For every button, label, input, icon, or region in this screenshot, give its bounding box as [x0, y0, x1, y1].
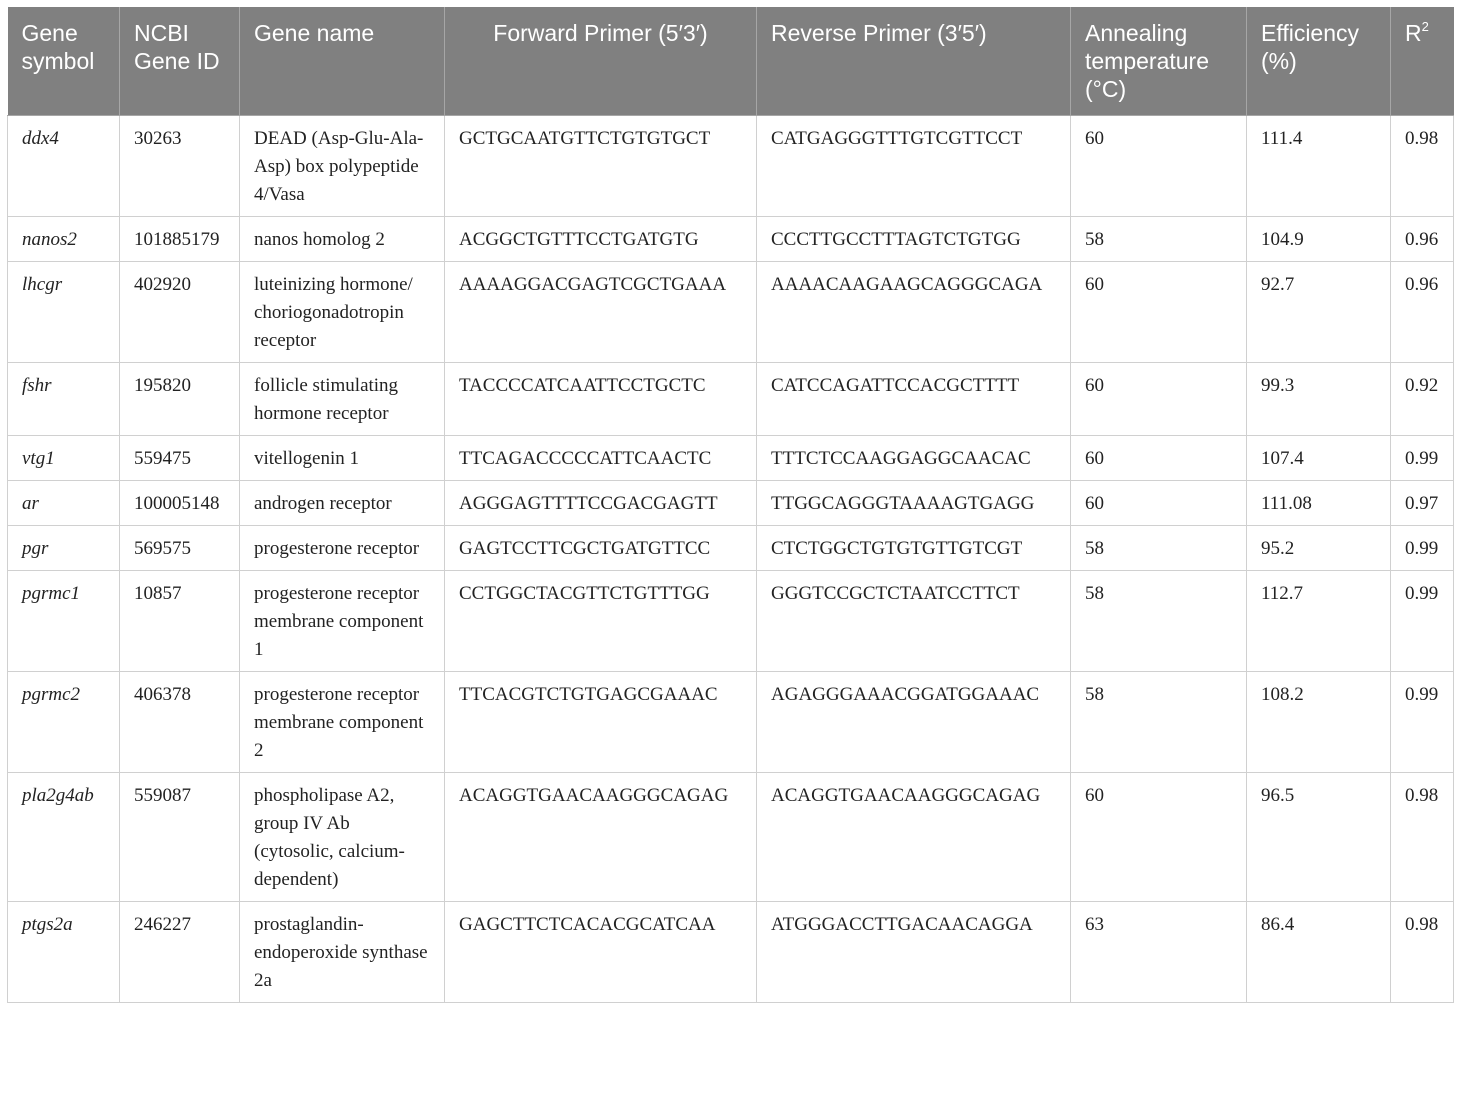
forward-primer-cell: TTCACGTCTGTGAGCGAAAC — [445, 672, 757, 773]
annealing-temp-cell: 58 — [1071, 571, 1247, 672]
forward-primer-cell: CCTGGCTACGTTCTGTTTGG — [445, 571, 757, 672]
gene-symbol-cell: ar — [8, 481, 120, 526]
annealing-temp-cell: 60 — [1071, 481, 1247, 526]
forward-primer-cell: AGGGAGTTTTCCGACGAGTT — [445, 481, 757, 526]
r-squared-cell: 0.99 — [1391, 672, 1454, 773]
r-squared-cell: 0.92 — [1391, 363, 1454, 436]
table-row — [8, 436, 1454, 481]
ncbi-id-cell: 30263 — [120, 116, 240, 217]
gene-name-cell: nanos homolog 2 — [240, 217, 445, 262]
gene-name-cell: progesterone receptor — [240, 526, 445, 571]
table-row — [8, 217, 1454, 262]
gene-name-cell: phospholipase A2, group IV Ab (cytosolic, calcium-dependent) — [240, 773, 445, 902]
annealing-temp-cell: 60 — [1071, 773, 1247, 902]
gene-name-cell: follicle stimulating hormone receptor — [240, 363, 445, 436]
gene-name-cell: progesterone receptor membrane component 1 — [240, 571, 445, 672]
efficiency-cell: 99.3 — [1247, 363, 1391, 436]
efficiency-cell: 92.7 — [1247, 262, 1391, 363]
efficiency-cell: 95.2 — [1247, 526, 1391, 571]
table-row — [8, 481, 1454, 526]
gene-symbol-cell: nanos2 — [8, 217, 120, 262]
table-row — [8, 773, 1454, 902]
col-gene-name: Gene name — [240, 7, 445, 116]
gene-symbol-cell: pgrmc2 — [8, 672, 120, 773]
gene-symbol-cell: pgr — [8, 526, 120, 571]
efficiency-cell: 107.4 — [1247, 436, 1391, 481]
r-squared-cell: 0.98 — [1391, 116, 1454, 217]
gene-name-cell: androgen receptor — [240, 481, 445, 526]
forward-primer-cell: GAGCTTCTCACACGCATCAA — [445, 902, 757, 1003]
table-body — [8, 116, 1454, 1003]
col-reverse-primer: Reverse Primer (3′5′) — [757, 7, 1071, 116]
table-row — [8, 672, 1454, 773]
reverse-primer-cell: GGGTCCGCTCTAATCCTTCT — [757, 571, 1071, 672]
col-ncbi-id: NCBI Gene ID — [120, 7, 240, 116]
annealing-temp-cell: 58 — [1071, 672, 1247, 773]
r-squared-cell: 0.98 — [1391, 902, 1454, 1003]
col-r-squared — [1391, 7, 1454, 116]
annealing-temp-cell: 60 — [1071, 363, 1247, 436]
r-squared-cell: 0.96 — [1391, 217, 1454, 262]
table-row — [8, 571, 1454, 672]
efficiency-cell: 96.5 — [1247, 773, 1391, 902]
ncbi-id-cell: 246227 — [120, 902, 240, 1003]
gene-name-cell: vitellogenin 1 — [240, 436, 445, 481]
table-row — [8, 902, 1454, 1003]
ncbi-id-cell: 559087 — [120, 773, 240, 902]
ncbi-id-cell: 406378 — [120, 672, 240, 773]
gene-symbol-cell: vtg1 — [8, 436, 120, 481]
forward-primer-cell: TACCCCATCAATTCCTGCTC — [445, 363, 757, 436]
forward-primer-cell: GCTGCAATGTTCTGTGTGCT — [445, 116, 757, 217]
forward-primer-cell: ACGGCTGTTTCCTGATGTG — [445, 217, 757, 262]
col-forward-primer: Forward Primer (5′3′) — [445, 7, 757, 116]
table-row — [8, 526, 1454, 571]
gene-symbol-cell: fshr — [8, 363, 120, 436]
r2-superscript: 2 — [1421, 19, 1429, 34]
reverse-primer-cell: ATGGGACCTTGACAACAGGA — [757, 902, 1071, 1003]
r-squared-cell: 0.99 — [1391, 571, 1454, 672]
table-row — [8, 262, 1454, 363]
gene-name-cell: DEAD (Asp-Glu-Ala-Asp) box polypeptide 4/Vasa — [240, 116, 445, 217]
efficiency-cell: 86.4 — [1247, 902, 1391, 1003]
efficiency-cell: 111.4 — [1247, 116, 1391, 217]
reverse-primer-cell: CATGAGGGTTTGTCGTTCCT — [757, 116, 1071, 217]
forward-primer-cell: TTCAGACCCCCATTCAACTC — [445, 436, 757, 481]
reverse-primer-cell: AGAGGGAAACGGATGGAAAC — [757, 672, 1071, 773]
r-squared-cell: 0.98 — [1391, 773, 1454, 902]
reverse-primer-cell: TTGGCAGGGTAAAAGTGAGG — [757, 481, 1071, 526]
gene-name-cell: prostaglandin-endoperoxide synthase 2a — [240, 902, 445, 1003]
annealing-temp-cell: 60 — [1071, 262, 1247, 363]
reverse-primer-cell: CTCTGGCTGTGTGTTGTCGT — [757, 526, 1071, 571]
reverse-primer-cell: TTTCTCCAAGGAGGCAACAC — [757, 436, 1071, 481]
gene-symbol-cell: ptgs2a — [8, 902, 120, 1003]
gene-name-cell: luteinizing hormone/ choriogonadotropin receptor — [240, 262, 445, 363]
reverse-primer-cell: AAAACAAGAAGCAGGGCAGA — [757, 262, 1071, 363]
col-annealing-temp: Annealing temperature (°C) — [1071, 7, 1247, 116]
forward-primer-cell: AAAAGGACGAGTCGCTGAAA — [445, 262, 757, 363]
col-efficiency: Efficiency (%) — [1247, 7, 1391, 116]
table-row — [8, 363, 1454, 436]
annealing-temp-cell: 58 — [1071, 217, 1247, 262]
gene-symbol-cell: ddx4 — [8, 116, 120, 217]
r-squared-cell: 0.99 — [1391, 436, 1454, 481]
header-row — [8, 7, 1454, 116]
ncbi-id-cell: 101885179 — [120, 217, 240, 262]
reverse-primer-cell: ACAGGTGAACAAGGGCAGAG — [757, 773, 1071, 902]
annealing-temp-cell: 60 — [1071, 116, 1247, 217]
reverse-primer-cell: CCCTTGCCTTTAGTCTGTGG — [757, 217, 1071, 262]
r-squared-cell: 0.99 — [1391, 526, 1454, 571]
annealing-temp-cell: 60 — [1071, 436, 1247, 481]
reverse-primer-cell: CATCCAGATTCCACGCTTTT — [757, 363, 1071, 436]
ncbi-id-cell: 402920 — [120, 262, 240, 363]
forward-primer-cell: GAGTCCTTCGCTGATGTTCC — [445, 526, 757, 571]
col-gene-symbol: Gene symbol — [8, 7, 120, 116]
efficiency-cell: 111.08 — [1247, 481, 1391, 526]
table-row — [8, 116, 1454, 217]
r2-base: R — [1405, 20, 1422, 46]
primer-table — [7, 7, 1454, 1003]
r-squared-cell: 0.96 — [1391, 262, 1454, 363]
gene-symbol-cell: pla2g4ab — [8, 773, 120, 902]
annealing-temp-cell: 63 — [1071, 902, 1247, 1003]
r-squared-cell: 0.97 — [1391, 481, 1454, 526]
gene-name-cell: progesterone receptor membrane component 2 — [240, 672, 445, 773]
efficiency-cell: 112.7 — [1247, 571, 1391, 672]
annealing-temp-cell: 58 — [1071, 526, 1247, 571]
ncbi-id-cell: 569575 — [120, 526, 240, 571]
ncbi-id-cell: 559475 — [120, 436, 240, 481]
gene-symbol-cell: pgrmc1 — [8, 571, 120, 672]
gene-symbol-cell: lhcgr — [8, 262, 120, 363]
ncbi-id-cell: 10857 — [120, 571, 240, 672]
efficiency-cell: 108.2 — [1247, 672, 1391, 773]
ncbi-id-cell: 100005148 — [120, 481, 240, 526]
efficiency-cell: 104.9 — [1247, 217, 1391, 262]
forward-primer-cell: ACAGGTGAACAAGGGCAGAG — [445, 773, 757, 902]
ncbi-id-cell: 195820 — [120, 363, 240, 436]
